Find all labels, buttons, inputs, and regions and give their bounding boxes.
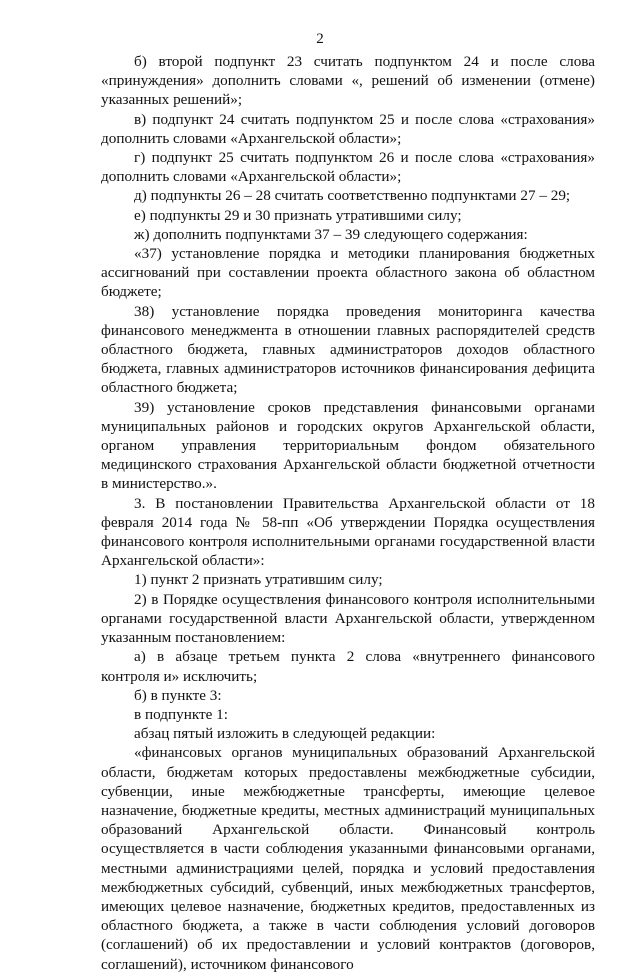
paragraph: 3. В постановлении Правительства Архангельской области от 18 февраля 2014 года № 58-пп «Об утверждении Порядка осуществления финансового контроля исполнительными органами государственной власти Архангельской области»: — [101, 494, 595, 570]
paragraph: «37) установление порядка и методики планирования бюджетных ассигнований при составлении проекта областного закона об областном бюджете; — [101, 245, 595, 301]
paragraph: в) подпункт 24 считать подпунктом 25 и после слова «страхования» дополнить словами «Архангельской области»; — [101, 110, 595, 147]
paragraph: б) второй подпункт 23 считать подпунктом 24 и после слова «принуждения» дополнить словами «, решений об изменении (отмене) указанных решений»; — [101, 53, 595, 109]
paragraph: а) в абзаце третьем пункта 2 слова «внутреннего финансового контроля и» исключить; — [101, 648, 595, 685]
paragraph: 2) в Порядке осуществления финансового контроля исполнительными органами государственной власти Архангельской области, утвержденном указанным постановлением: — [101, 590, 595, 647]
paragraph: 39) установление сроков представления финансовыми органами муниципальных районов и городских округов Архангельской области, органом управления территориальным фондом обязательного медицинского страхования Архангельской области бюджетной отчетности в министерство.». — [101, 398, 595, 493]
paragraph: 1) пункт 2 признать утратившим силу; — [134, 571, 383, 589]
paragraph: е) подпункты 29 и 30 признать утратившими силу; — [134, 206, 462, 224]
paragraph: г) подпункт 25 считать подпунктом 26 и после слова «страхования» дополнить словами «Архангельской области»; — [101, 149, 595, 186]
page-number: 2 — [316, 31, 324, 47]
paragraph: б) в пункте 3: — [134, 686, 222, 704]
paragraph: 38) установление порядка проведения мониторинга качества финансового менеджмента в отношении главных распорядителей средств областного бюджета, главных администраторов доходов областного бюджета, главных администраторов источников финансирования дефицита областного бюджета; — [101, 302, 595, 397]
document-body — [101, 52, 595, 974]
paragraph: абзац пятый изложить в следующей редакции: — [134, 725, 436, 743]
paragraph: ж) дополнить подпунктами 37 – 39 следующего содержания: — [134, 225, 528, 243]
paragraph: «финансовых органов муниципальных образований Архангельской области, бюджетам которых предоставлены межбюджетные субсидии, субвенции, иные межбюджетные трансферты, имеющие целевое назначение, бюджетные кредиты, местных администраций муниципальных образований Архангельской области. Финансовый контроль осуществляется в части соблюдения указанными финансовыми органами, местными администрациями целей, порядка и условий предоставления межбюджетных субсидий, субвенций, иных межбюджетных трансфертов, имеющих целевое назначение, бюджетных кредитов, предоставленных из областного бюджета, а также в части соблюдения условий договоров (соглашений) об их предоставлении и условий контрактов (договоров, соглашений), источником финансового — [101, 744, 595, 973]
paragraph: в подпункте 1: — [134, 705, 228, 723]
paragraph: д) подпункты 26 – 28 считать соответственно подпунктами 27 – 29; — [134, 187, 571, 205]
